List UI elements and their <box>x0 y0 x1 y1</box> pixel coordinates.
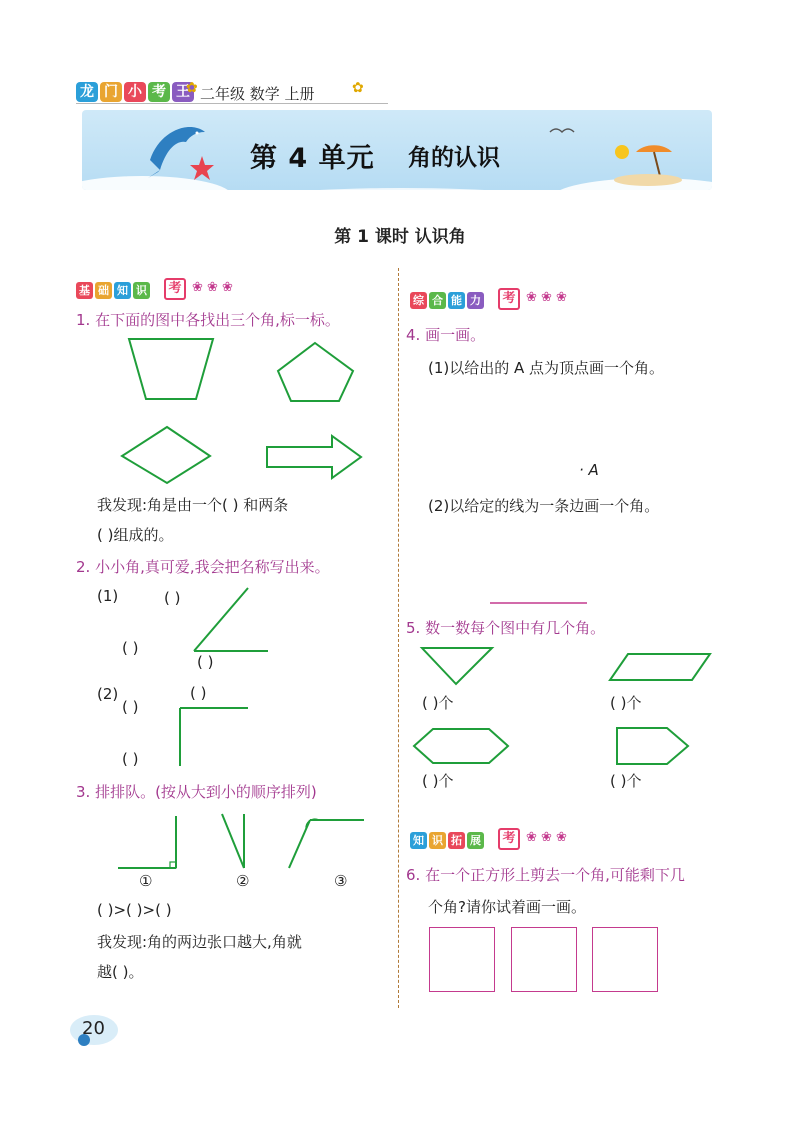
q5-answer-pentagon: ( )个 <box>610 772 642 790</box>
q2-blank-vertex: ( ) <box>122 639 139 657</box>
badge-char: 拓 <box>448 832 465 849</box>
q2-label1: (1) <box>97 587 119 605</box>
badge-char: 知 <box>114 282 131 299</box>
brand-char: 考 <box>148 82 170 102</box>
q3-label-2: ② <box>236 872 250 890</box>
brand-char: 王 <box>172 82 194 102</box>
q3-label-3: ③ <box>334 872 348 890</box>
q2-label2: (2) <box>97 685 119 703</box>
q1-find-line1: 我发现:角是由一个( ) 和两条 <box>97 496 289 514</box>
q2-blank-ray: ( ) <box>164 589 181 607</box>
q6-title-line2: 个角?请你试着画一画。 <box>428 898 586 916</box>
badge-char: 识 <box>133 282 150 299</box>
q5-answer-hexagon: ( )个 <box>422 772 454 790</box>
q5-title: 5. 数一数每个图中有几个角。 <box>406 619 606 637</box>
badge-char: 识 <box>429 832 446 849</box>
badge-char: 力 <box>467 292 484 309</box>
q5-answer-parallelogram: ( )个 <box>610 694 642 712</box>
q3-title: 3. 排排队。(按从大到小的顺序排列) <box>76 783 317 801</box>
point-a: · A <box>579 461 599 479</box>
kao-badge: 考 <box>164 278 186 300</box>
butterfly-icon: ✿ <box>352 80 364 96</box>
q3-label-1: ① <box>139 872 153 890</box>
lesson-title: 第 1 课时 认识角 <box>334 227 466 247</box>
badge-char: 能 <box>448 292 465 309</box>
q4-sub1: (1)以给出的 A 点为顶点画一个角。 <box>428 359 665 377</box>
book-subtitle: 二年级 数学 上册 <box>200 85 315 103</box>
badge-char: 础 <box>95 282 112 299</box>
butterfly-icon: ❀ ❀ ❀ <box>526 290 567 305</box>
q5-answer-triangle: ( )个 <box>422 694 454 712</box>
q2-blank-side: ( ) <box>197 653 214 671</box>
badge-char: 综 <box>410 292 427 309</box>
badge-char: 合 <box>429 292 446 309</box>
q4-sub2: (2)以给定的线为一条边画一个角。 <box>428 497 660 515</box>
butterfly-icon: ❀ ❀ ❀ <box>192 280 233 295</box>
unit-number: 第 4 单元 <box>250 143 375 174</box>
q4-title: 4. 画一画。 <box>406 326 486 344</box>
brand-char: 龙 <box>76 82 98 102</box>
q1-find-line2: ( )组成的。 <box>97 526 174 544</box>
q2-blank-bottom: ( ) <box>122 750 139 768</box>
brand-char: 门 <box>100 82 122 102</box>
q3-find-line1: 我发现:角的两边张口越大,角就 <box>97 933 302 951</box>
q2-title: 2. 小小角,真可爱,我会把名称写出来。 <box>76 558 330 576</box>
butterfly-icon: ❀ ❀ ❀ <box>526 830 567 845</box>
kao-badge: 考 <box>498 828 520 850</box>
page-number: 20 <box>82 1018 105 1039</box>
badge-char: 知 <box>410 832 427 849</box>
butterfly-icon: ✿ <box>186 80 198 96</box>
unit-name: 角的认识 <box>408 145 500 171</box>
q6-title-line1: 6. 在一个正方形上剪去一个角,可能剩下几 <box>406 866 685 884</box>
q3-order-answer: ( )>( )>( ) <box>97 901 172 919</box>
kao-badge: 考 <box>498 288 520 310</box>
q2-blank-top: ( ) <box>190 684 207 702</box>
q3-find-line2: 越( )。 <box>97 963 144 981</box>
badge-char: 展 <box>467 832 484 849</box>
q2-blank-left: ( ) <box>122 698 139 716</box>
badge-char: 基 <box>76 282 93 299</box>
q1-title: 1. 在下面的图中各找出三个角,标一标。 <box>76 311 340 329</box>
brand-char: 小 <box>124 82 146 102</box>
